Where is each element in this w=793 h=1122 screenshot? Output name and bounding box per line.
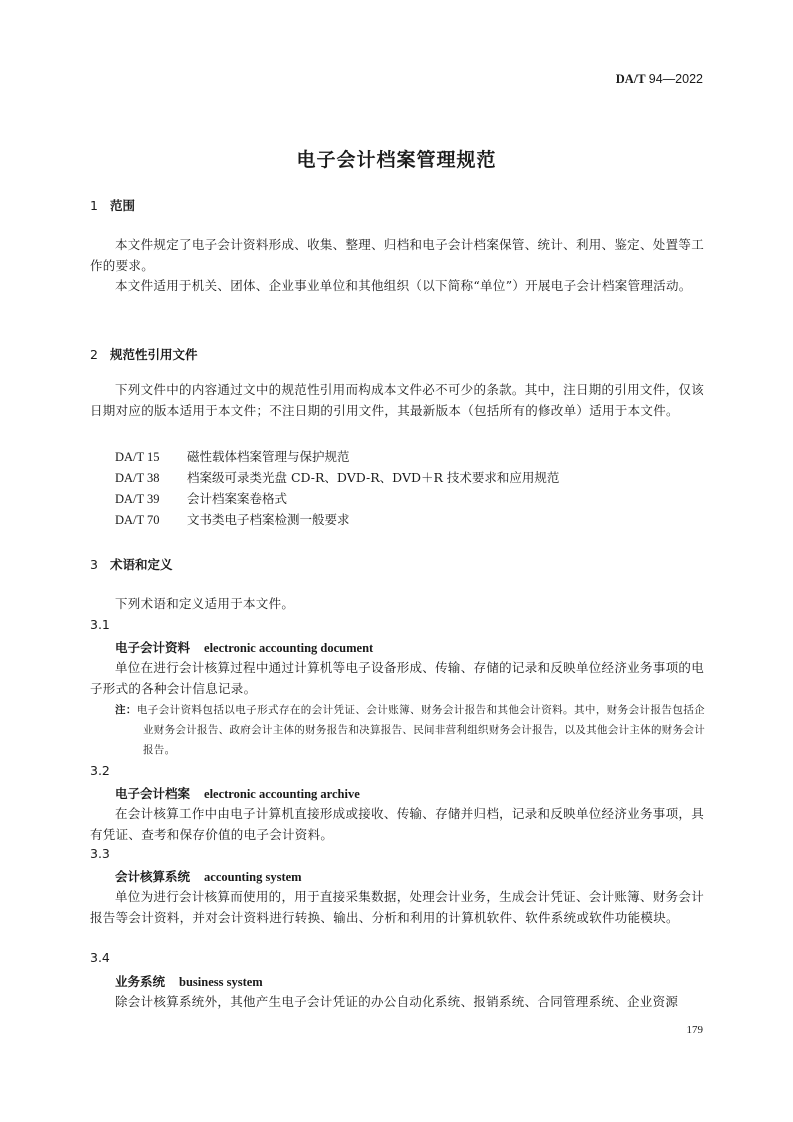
page-number: 179 [686,1024,703,1036]
reference-item [115,468,559,486]
paragraph: 下列术语和定义适用于本文件。 [115,596,295,611]
reference-title: 文书类电子档案检测一般要求 [187,512,350,527]
note [115,700,705,760]
note-label: 注： [115,704,137,716]
section-1-heading [90,196,135,214]
term-definition: 单位在进行会计核算过程中通过计算机等电子设备形成、传输、存储的记录和反映单位经济业务事项的电子形式的各种会计信息记录。 [90,660,704,696]
clause-number: 3.1 [90,617,110,632]
paragraph: 下列文件中的内容通过文中的规范性引用而构成本文件必不可少的条款。其中，注日期的引用文件，仅该日期对应的版本适用于本文件；不注日期的引用文件，其最新版本（包括所有的修改单）适用于本文件。 [90,382,704,418]
term-zh: 电子会计资料 [115,640,191,655]
section-number: 1 [90,198,98,213]
standard-code-number: 94—2022 [648,72,703,86]
term-en: accounting system [204,870,302,884]
reference-code: DA/T 15 [115,450,160,464]
term-definition: 除会计核算系统外，其他产生电子会计凭证的办公自动化系统、报销系统、合同管理系统、企业资源 [115,994,679,1009]
paragraph: 本文件规定了电子会计资料形成、收集、整理、归档和电子会计档案保管、统计、利用、鉴定、处置等工作的要求。 [90,237,704,273]
reference-item [115,489,287,507]
term-en: business system [179,975,263,989]
term-zh: 会计核算系统 [115,869,191,884]
paragraph: 本文件适用于机关、团体、企业事业单位和其他组织（以下简称“单位”）开展电子会计档案管理活动。 [115,278,692,293]
standard-code-prefix: DA/T [615,72,646,86]
term-zh: 电子会计档案 [115,786,191,801]
section-number: 3 [90,557,98,572]
clause-number: 3.2 [90,763,110,778]
standard-code [616,72,703,87]
term-heading [115,867,302,885]
section-title: 术语和定义 [110,557,173,572]
term-definition: 在会计核算工作中由电子计算机直接形成或接收、传输、存储并归档，记录和反映单位经济业务事项，具有凭证、查考和保存价值的电子会计资料。 [90,806,704,842]
term-en: electronic accounting document [204,641,374,655]
section-title: 规范性引用文件 [110,347,198,362]
term-zh: 业务系统 [115,974,166,989]
term-en: electronic accounting archive [204,787,360,801]
section-3-heading [90,555,173,573]
reference-code: DA/T 38 [115,471,160,485]
document-title: 电子会计档案管理规范 [296,149,497,171]
reference-title: 档案级可录类光盘 CD-R、DVD-R、DVD＋R 技术要求和应用规范 [187,470,560,485]
term-heading [115,638,373,656]
section-number: 2 [90,347,98,362]
note-text: 电子会计资料包括以电子形式存在的会计凭证、会计账簿、财务会计报告和其他会计资料。其中，财务会计报告包括企业财务会计报告、政府会计主体的财务报告和决算报告、民间非营利组织财务会计报告，以及其他会计主体的财务会计报告。 [136,704,705,756]
section-title: 范围 [110,198,136,213]
reference-title: 会计档案案卷格式 [187,491,288,506]
clause-number: 3.4 [90,950,110,965]
term-heading [115,784,360,802]
section-2-heading [90,345,198,363]
reference-item [115,510,350,528]
clause-number: 3.3 [90,846,110,861]
term-heading [115,972,263,990]
reference-code: DA/T 39 [115,492,160,506]
term-definition: 单位为进行会计核算而使用的，用于直接采集数据，处理会计业务，生成会计凭证、会计账簿、财务会计报告等会计资料，并对会计资料进行转换、输出、分析和利用的计算机软件、软件系统或软件功能模块。 [90,889,704,925]
reference-code: DA/T 70 [115,513,160,527]
reference-item [115,447,350,465]
reference-title: 磁性载体档案管理与保护规范 [187,449,350,464]
